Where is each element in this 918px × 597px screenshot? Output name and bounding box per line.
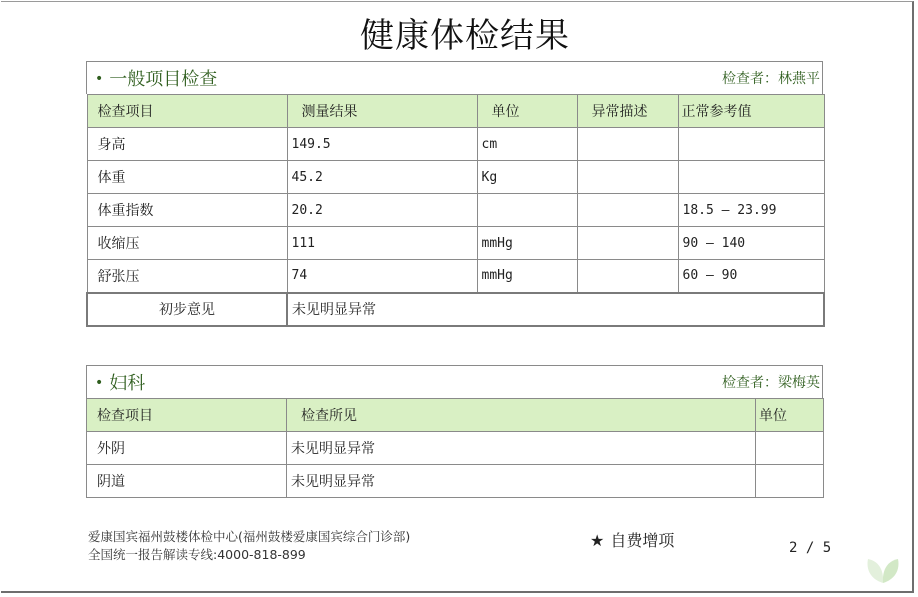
summary-row — [87, 293, 824, 326]
header-unit: 单位 — [756, 399, 824, 432]
general-exam-title-text: 一般项目检查 — [109, 69, 218, 90]
general-exam-table — [86, 94, 825, 327]
row-unit: mmHg — [477, 227, 577, 260]
row-reference: 18.5 — 23.99 — [678, 194, 824, 227]
row-reference — [678, 128, 824, 161]
row-result: 149.5 — [287, 128, 477, 161]
page-title: 健康体检结果 — [360, 16, 570, 56]
row-abnormal — [577, 128, 678, 161]
gyn-exam-title-text: 妇科 — [109, 373, 146, 394]
table-row — [87, 194, 824, 227]
self-pay-text: 自费增项 — [610, 531, 675, 550]
general-exam-header — [86, 61, 823, 94]
row-result: 111 — [287, 227, 477, 260]
row-item: 阴道 — [87, 465, 287, 498]
row-item: 外阴 — [87, 432, 287, 465]
table-row — [87, 128, 824, 161]
general-exam-section — [86, 61, 823, 327]
gyn-exam-title — [95, 369, 145, 395]
row-unit: Kg — [477, 161, 577, 194]
header-result: 测量结果 — [287, 95, 477, 128]
row-abnormal — [577, 161, 678, 194]
header-finding: 检查所见 — [287, 399, 756, 432]
row-unit — [756, 465, 824, 498]
page-number: 2 / 5 — [789, 540, 832, 556]
row-item: 舒张压 — [87, 260, 287, 293]
gyn-examiner: 检查者：梁梅英 — [722, 375, 820, 391]
row-item: 体重 — [87, 161, 287, 194]
header-item: 检查项目 — [87, 399, 287, 432]
row-item: 体重指数 — [87, 194, 287, 227]
footer-org: 爱康国宾福州鼓楼体检中心(福州鼓楼爱康国宾综合门诊部) — [88, 529, 411, 544]
row-reference: 60 — 90 — [678, 260, 824, 293]
summary-value: 未见明显异常 — [287, 293, 824, 326]
row-finding: 未见明显异常 — [287, 465, 756, 498]
general-examiner: 检查者：林燕平 — [722, 71, 820, 87]
gyn-exam-table — [86, 398, 824, 498]
gyn-exam-header — [86, 365, 823, 398]
header-reference: 正常参考值 — [678, 95, 824, 128]
table-row — [87, 465, 824, 498]
bullet-icon: • — [95, 71, 104, 87]
table-row — [87, 227, 824, 260]
gyn-exam-section — [86, 365, 823, 498]
summary-label: 初步意见 — [87, 293, 287, 326]
leaf-logo-icon — [864, 549, 902, 585]
row-reference — [678, 161, 824, 194]
row-unit — [477, 194, 577, 227]
row-item: 身高 — [87, 128, 287, 161]
table-row — [87, 260, 824, 293]
row-abnormal — [577, 260, 678, 293]
star-icon: ★ — [590, 531, 605, 550]
footer-hotline: 全国统一报告解读专线:4000-818-899 — [88, 547, 306, 562]
row-item: 收缩压 — [87, 227, 287, 260]
row-result: 20.2 — [287, 194, 477, 227]
row-unit: mmHg — [477, 260, 577, 293]
table-header-row — [87, 399, 824, 432]
row-reference: 90 — 140 — [678, 227, 824, 260]
row-unit: cm — [477, 128, 577, 161]
table-header-row — [87, 95, 824, 128]
header-unit: 单位 — [477, 95, 577, 128]
row-result: 45.2 — [287, 161, 477, 194]
table-row — [87, 432, 824, 465]
row-result: 74 — [287, 260, 477, 293]
table-row — [87, 161, 824, 194]
row-abnormal — [577, 194, 678, 227]
row-finding: 未见明显异常 — [287, 432, 756, 465]
row-abnormal — [577, 227, 678, 260]
self-pay-legend — [590, 528, 674, 551]
bullet-icon: • — [95, 375, 104, 391]
header-item: 检查项目 — [87, 95, 287, 128]
general-exam-title — [95, 65, 217, 91]
header-abnormal: 异常描述 — [577, 95, 678, 128]
row-unit — [756, 432, 824, 465]
